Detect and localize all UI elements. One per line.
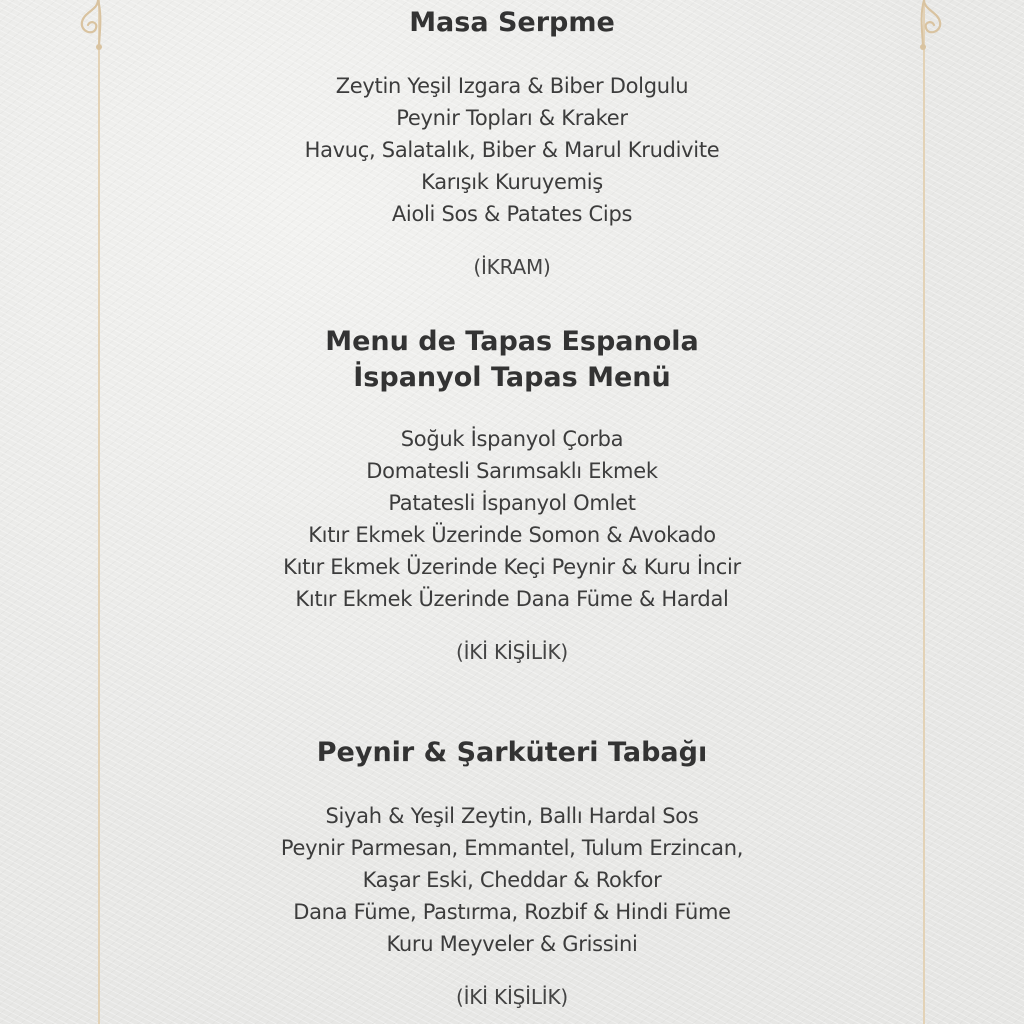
menu-item: Patatesli İspanyol Omlet — [388, 491, 636, 515]
section-items-tapas — [100, 423, 924, 615]
section-items-masa-serpme — [100, 70, 924, 230]
section-title-line: Menu de Tapas Espanola — [325, 326, 699, 357]
menu-item: Kaşar Eski, Cheddar & Rokfor — [362, 868, 662, 892]
menu-item: Dana Füme, Pastırma, Rozbif & Hindi Füme — [293, 900, 731, 924]
menu-item: Domatesli Sarımsaklı Ekmek — [366, 459, 658, 483]
menu-item: Siyah & Yeşil Zeytin, Ballı Hardal Sos — [325, 804, 699, 828]
menu-item: Aioli Sos & Patates Cips — [391, 202, 633, 226]
menu-item: Kıtır Ekmek Üzerinde Keçi Peynir & Kuru İncir — [283, 555, 741, 579]
section-title-line: Peynir & Şarküteri Tabağı — [316, 737, 708, 768]
menu-item: Karışık Kuruyemiş — [421, 170, 603, 194]
section-items-peynir-sarkuteri — [100, 800, 924, 960]
section-title-tapas — [100, 324, 924, 396]
menu-item: Kuru Meyveler & Grissini — [386, 932, 638, 956]
section-title-line: İspanyol Tapas Menü — [353, 362, 671, 393]
section-note: (İKRAM) — [473, 255, 551, 279]
section-title-peynir-sarkuteri — [100, 735, 924, 771]
menu-item: Havuç, Salatalık, Biber & Marul Krudivite — [304, 138, 720, 162]
menu-item: Soğuk İspanyol Çorba — [400, 427, 624, 451]
section-title-masa-serpme — [100, 5, 924, 41]
section-title-line: Masa Serpme — [409, 7, 615, 38]
menu-item: Peynir Topları & Kraker — [396, 106, 628, 130]
menu-item: Peynir Parmesan, Emmantel, Tulum Erzincan, — [280, 836, 744, 860]
menu-item: Kıtır Ekmek Üzerinde Somon & Avokado — [308, 523, 716, 547]
section-note: (İKİ KİŞİLİK) — [455, 640, 569, 664]
section-note: (İKİ KİŞİLİK) — [455, 985, 569, 1009]
menu-page — [100, 0, 924, 1024]
menu-item: Kıtır Ekmek Üzerinde Dana Füme & Hardal — [295, 587, 729, 611]
menu-item: Zeytin Yeşil Izgara & Biber Dolgulu — [335, 74, 689, 98]
